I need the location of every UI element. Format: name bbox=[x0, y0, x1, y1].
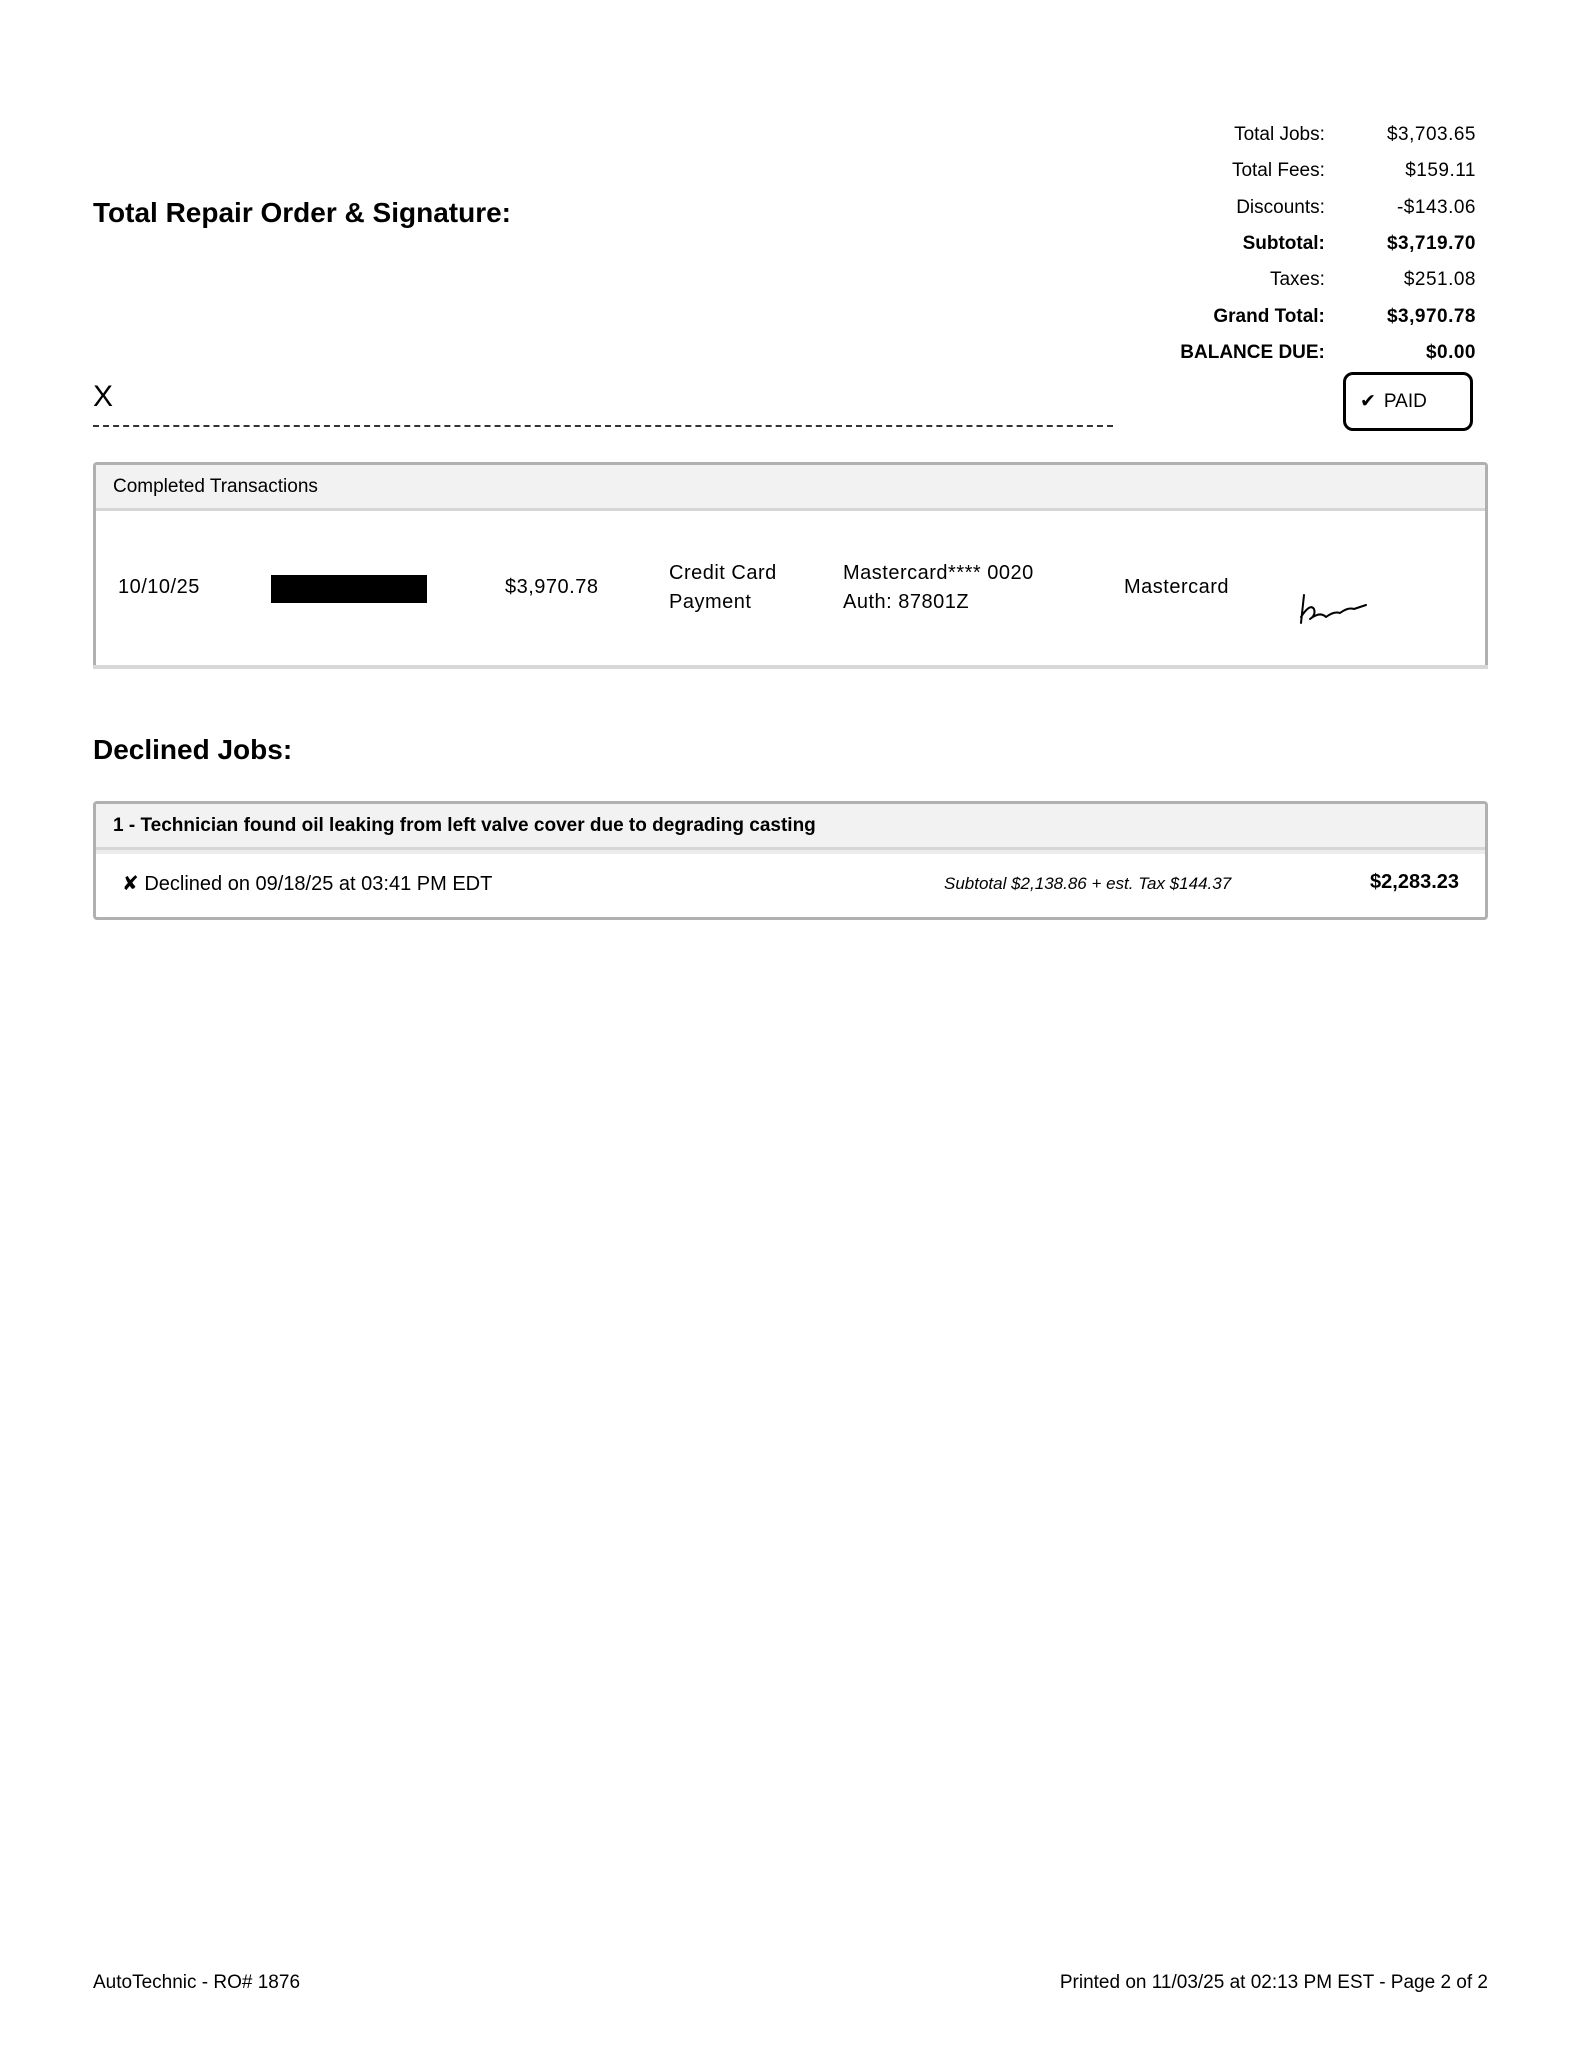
grand-total-row bbox=[1136, 298, 1476, 334]
declined-jobs-title: Declined Jobs: bbox=[93, 734, 293, 765]
paid-label: PAID bbox=[1383, 390, 1427, 412]
card-brand: Mastercard bbox=[1124, 576, 1230, 598]
card-number: Mastercard**** 0020 bbox=[843, 562, 1034, 584]
check-icon: ✔ bbox=[1360, 391, 1376, 412]
total-label: Discounts: bbox=[1236, 196, 1325, 218]
footer-shop-ro: AutoTechnic - RO# 1876 bbox=[93, 1972, 301, 1993]
total-value: $159.11 bbox=[1405, 160, 1476, 182]
declined-job-panel bbox=[93, 801, 1488, 920]
transaction-amount: $3,970.78 bbox=[505, 576, 599, 598]
subtotal-row bbox=[1136, 226, 1476, 262]
balance-due-row bbox=[1136, 335, 1476, 371]
transaction-row bbox=[96, 511, 1485, 666]
total-value: $3,703.65 bbox=[1386, 124, 1476, 146]
declined-status bbox=[122, 871, 492, 896]
total-value: -$143.06 bbox=[1396, 196, 1476, 218]
transaction-date: 10/10/25 bbox=[118, 576, 200, 598]
total-fees-row bbox=[1136, 153, 1476, 189]
total-value: $251.08 bbox=[1403, 269, 1476, 291]
declined-text: Declined on 09/18/25 at 03:41 PM EDT bbox=[144, 873, 493, 895]
total-value: $0.00 bbox=[1425, 341, 1476, 363]
total-label: Subtotal: bbox=[1242, 233, 1325, 255]
total-value: $3,970.78 bbox=[1386, 305, 1476, 327]
footer-printed-info: Printed on 11/03/25 at 02:13 PM EST - Page 2 of 2 bbox=[1059, 1972, 1488, 1993]
total-value: $3,719.70 bbox=[1386, 233, 1476, 255]
declined-subtotal: Subtotal $2,138.86 + est. Tax $144.37 bbox=[944, 874, 1232, 893]
totals-summary bbox=[1136, 117, 1476, 371]
repair-order-title: Total Repair Order & Signature: bbox=[93, 197, 511, 228]
payment-method bbox=[669, 559, 777, 617]
signature-mark: X bbox=[93, 380, 114, 413]
redaction-block bbox=[271, 575, 427, 603]
completed-transactions-panel bbox=[93, 462, 1488, 669]
card-details bbox=[843, 559, 1034, 617]
taxes-row bbox=[1136, 262, 1476, 298]
total-jobs-row bbox=[1136, 117, 1476, 153]
total-label: Total Jobs: bbox=[1234, 124, 1325, 146]
declined-job-row bbox=[96, 854, 1485, 916]
total-label: Taxes: bbox=[1269, 269, 1325, 291]
total-label: Total Fees: bbox=[1231, 160, 1325, 182]
signature-line bbox=[93, 425, 1113, 427]
declined-total: $2,283.23 bbox=[1370, 871, 1459, 893]
auth-code: Auth: 87801Z bbox=[843, 591, 970, 613]
declined-job-header: 1 - Technician found oil leaking from left valve cover due to degrading casting bbox=[96, 804, 1485, 850]
total-label: Grand Total: bbox=[1213, 305, 1325, 327]
payment-method-line: Credit Card bbox=[669, 562, 777, 584]
panel-divider bbox=[93, 665, 1488, 669]
paid-badge bbox=[1343, 372, 1473, 431]
discounts-row bbox=[1136, 190, 1476, 226]
total-label: BALANCE DUE: bbox=[1180, 341, 1325, 363]
customer-signature bbox=[1296, 589, 1376, 629]
completed-transactions-header: Completed Transactions bbox=[96, 465, 1485, 511]
payment-method-line: Payment bbox=[669, 591, 752, 613]
declined-x-icon: ✘ bbox=[122, 873, 139, 895]
